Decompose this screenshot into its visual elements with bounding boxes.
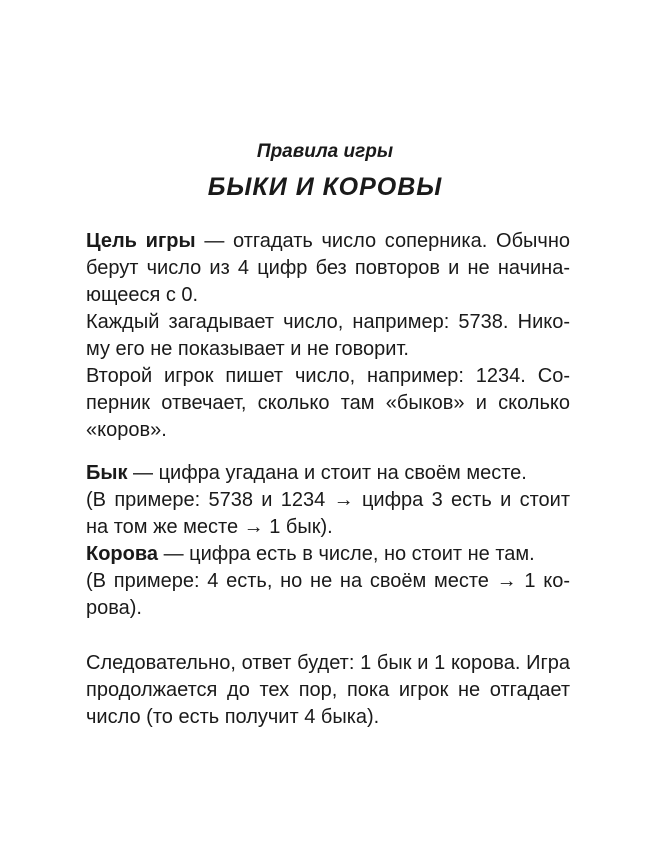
rules-intro-section (86, 228, 570, 444)
cow-definition-line (86, 541, 570, 568)
secret-line-1: Каждый загадывает число, например: 5738. Нико- (86, 311, 570, 333)
bull-example-line-2: на том же месте → 1 бык). (86, 516, 333, 538)
cow-definition: — цифра есть в числе, но стоит не там. (158, 543, 535, 565)
page-subtitle: Правила игры (256, 141, 394, 162)
guess-line-2: перник отвечает, сколько там «быков» и сколько (86, 392, 570, 414)
bull-term: Бык (86, 462, 128, 484)
cow-example-line-1: (В примере: 4 есть, но не на своём месте → 1 ко- (86, 570, 570, 592)
cow-example-line-2: рова). (86, 597, 142, 619)
bull-definition: — цифра угадана и стоит на своём месте. (127, 462, 527, 484)
goal-line-2: берут число из 4 цифр без повторов и не начина- (86, 257, 570, 279)
guess-line-1: Второй игрок пишет число, например: 1234. Со- (86, 365, 570, 387)
conclusion-line-1: Следовательно, ответ будет: 1 бык и 1 корова. Игра (86, 652, 570, 674)
goal-line-3: ющееся с 0. (86, 284, 199, 306)
definitions-section (86, 460, 570, 622)
goal-definition: — отгадать число соперника. Обычно (195, 230, 570, 252)
conclusion-line-3: число (то есть получит 4 быка). (86, 706, 380, 728)
goal-term: Цель игры (86, 230, 196, 252)
cow-term: Корова (86, 543, 159, 565)
secret-line-2: му его не показывает и не говорит. (86, 338, 409, 360)
conclusion-line-2: продолжается до тех пор, пока игрок не отгадает (86, 679, 570, 701)
page-title: БЫКИ И КОРОВЫ (207, 173, 443, 201)
conclusion-section (86, 650, 570, 731)
goal-line-1 (86, 228, 570, 255)
bull-example-line-1: (В примере: 5738 и 1234 → цифра 3 есть и стоит (86, 489, 570, 511)
guess-line-3: «коров». (86, 419, 167, 441)
bull-definition-line (86, 460, 570, 487)
